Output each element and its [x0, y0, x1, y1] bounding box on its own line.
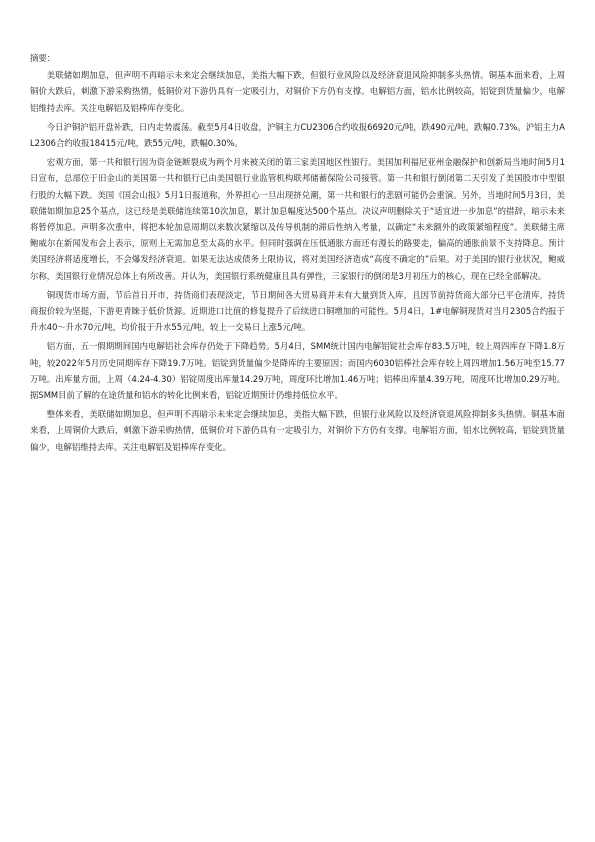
conclusion-paragraph: 整体来看，美联储如期加息，但声明不再暗示未来定会继续加息，美指大幅下跌，但银行业风险以及经济衰退风险抑制多头热情。铜基本面来看，上周铜价大跌后，刺激下游采购热情，低铜价对下游仍具有一定吸引力，对铜价下方仍有支撑。电解铝方面，铝水比例较高，铝锭到货量偏少，电解铝维持去库。关注电解铝及铝棒库存变化。 — [30, 409, 565, 452]
macro-paragraph: 宏观方面，第一共和银行因为资金链断裂成为两个月来被关闭的第三家美国地区性银行。美国加利福尼亚州金融保护和创新局当地时间5月1日宣布，总部位于旧金山的美国第一共和银行已由美国银行业监管机构联邦储蓄保险公司接管。第一共和银行倒闭第二天引发了美国股市中型银行股的大幅下跌。美国《国会山报》5月1日报道称，外界担心一旦出现挤兑潮，第一共和银行的悲剧可能仍会重演。另外，当地时间5月3日，美联储如期加息25个基点，这已经是美联储连续第10次加息，累计加息幅度达500个基点。决议声明删除关于“适宜进一步加息”的措辞，暗示未来将暂停加息。声明多次重申，将把本轮加息周期以来数次紧缩以及传导机制的滞后性纳入考量，以确定“未来额外的政策紧缩程度”。美联储主席鲍威尔在新闻发布会上表示，原则上无需加息至太高的水平。但同时强调在压低通胀方面还有漫长的路要走，偏高的通胀前景不支持降息。预计美国经济将适度增长，不会爆发经济衰退。如果无法达成债务上限协议，将对美国经济造成“高度不确定的”后果。对于美国的银行业状况，鲍威尔称，美国银行业情况总体上有所改善。并认为，美国银行系统健康且具有弹性，三家银行的倒闭是3月初压力的核心，现在已经全部解决。 — [30, 157, 565, 281]
market-close-paragraph: 今日沪铜沪铝开盘补跌，日内走势震荡。截至5月4日收盘，沪铜主力CU2306合约收报66920元/吨，跌490元/吨，跌幅0.73%。沪铝主力AL2306合约收报18415元/吨，跌55元/吨，跌幅0.30%。 — [30, 121, 565, 149]
document-page — [30, 50, 565, 458]
aluminum-paragraph: 铝方面，五一假期期间国内电解铝社会库存仍处于下降趋势。5月4日，SMM统计国内电解铝锭社会库存83.5万吨，较上周四库存下降1.8万吨，较2022年5月历史同期库存下降19.7万吨。铝锭到货量偏少是降库的主要原因；而国内6030铝棒社会库存较上周四增加1.56万吨至15.77万吨。出库量方面，上周（4.24-4.30）铝锭周度出库量14.29万吨，周度环比增加1.46万吨；铝棒出库量4.39万吨，周度环比增加0.29万吨。据SMM目前了解的在途货量和铝水的转化比例来看，铝锭近期预计仍维持低位水平。 — [30, 341, 565, 401]
summary-paragraph: 美联储如期加息，但声明不再暗示未来定会继续加息，美指大幅下跌，但银行业风险以及经济衰退风险抑制多头热情。铜基本面来看，上周铜价大跌后，刺激下游采购热情，低铜价对下游仍具有一定吸引力，对铜价下方仍有支撑。电解铝方面，铝水比例较高，铝锭到货量偏少，电解铝维持去库。关注电解铝及铝棒库存变化。 — [30, 70, 565, 113]
summary-heading: 摘要： — [30, 53, 56, 63]
copper-spot-paragraph: 铜现货市场方面，节后首日开市，持货商们表现淡定，节日期间各大贸易商并未有大量到货入库，且因节前持货商大部分已平仓清库，持货商报价较为坚挺，下游更青睐于低价货源。近期进口比值的修复提升了后续进口铜增加的可能性。5月4日，1#电解铜现货对当月2305合约报于升水40～升水70元/吨，均价报于升水55元/吨，较上一交易日上涨5元/吨。 — [30, 289, 565, 333]
